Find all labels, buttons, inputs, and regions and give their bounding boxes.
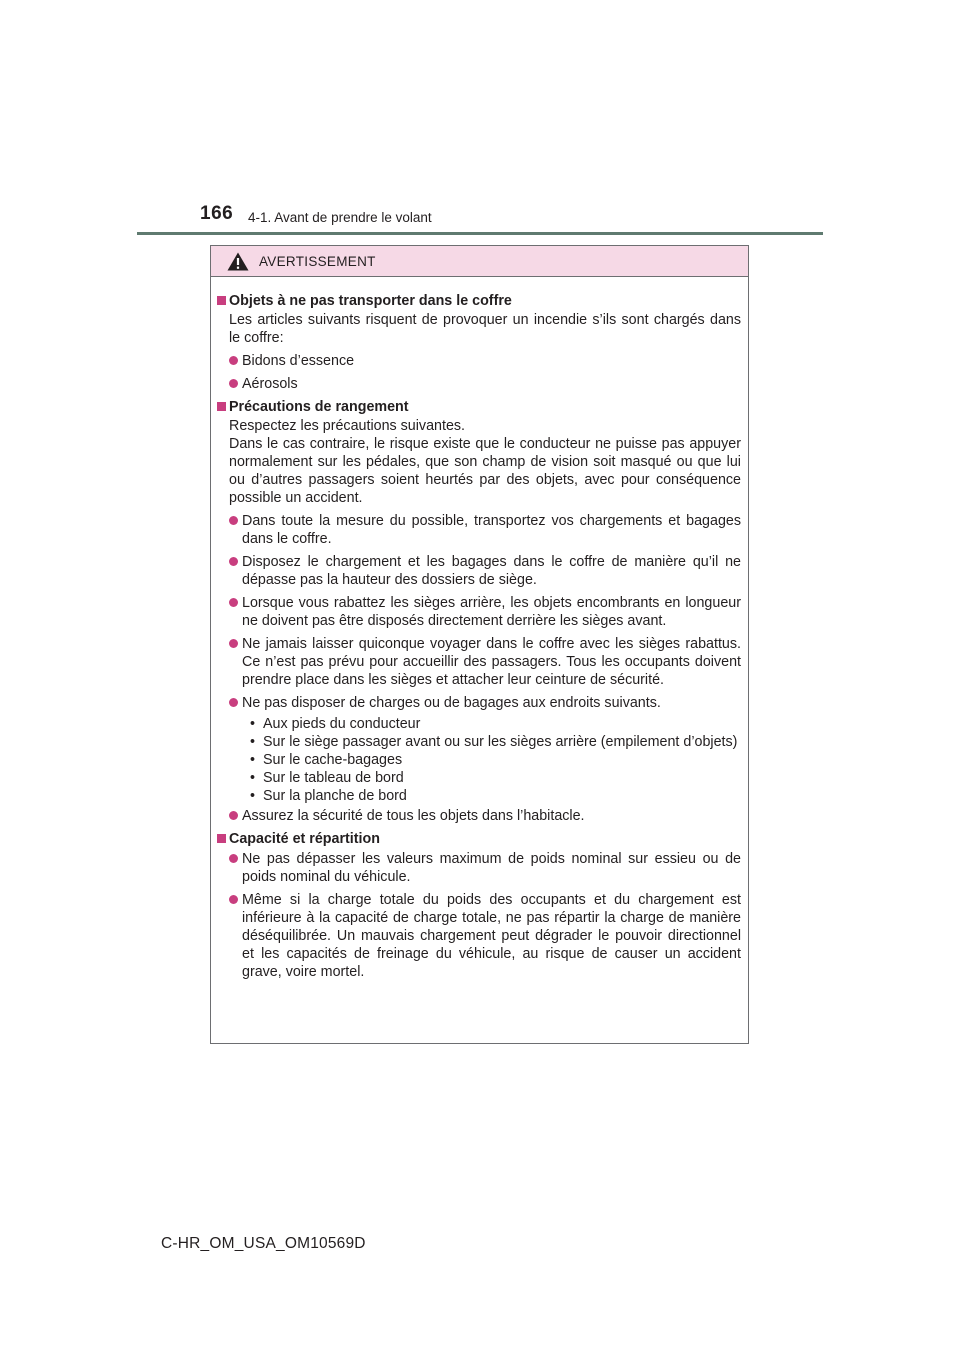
bullet-item bbox=[217, 694, 741, 712]
sub-list-text: Aux pieds du conducteur bbox=[263, 716, 421, 732]
bullet-item bbox=[217, 352, 741, 370]
section-heading-text: Capacité et répartition bbox=[229, 831, 380, 847]
document-code: C-HR_OM_USA_OM10569D bbox=[161, 1235, 366, 1252]
round-bullet-icon bbox=[229, 598, 238, 607]
bullet-text: Ne pas disposer de charges ou de bagages aux endroits suivants. bbox=[242, 695, 661, 711]
square-bullet-icon bbox=[217, 296, 226, 305]
sub-bullet-icon: • bbox=[250, 734, 256, 750]
bullet-text: Ne pas dépasser les valeurs maximum de poids nominal sur essieu ou de poids nominal du véhicule. bbox=[242, 851, 741, 885]
bullet-item bbox=[217, 635, 741, 689]
round-bullet-icon bbox=[229, 811, 238, 820]
warning-header bbox=[211, 246, 748, 277]
bullet-item bbox=[217, 807, 741, 825]
round-bullet-icon bbox=[229, 639, 238, 648]
bullet-text: Même si la charge totale du poids des occupants et du chargement est inférieure à la capacité de charge totale, ne pas répartir la charge de manière déséquilibrée. Un mauvais chargement peut dégrader le pouvoir directionnel et les capacités de freinage du véhicule, au risque de causer un accident grave, voire mortel. bbox=[242, 892, 741, 980]
section-heading bbox=[217, 830, 741, 848]
bullet-text: Bidons d’essence bbox=[242, 353, 355, 369]
paragraph: Respectez les précautions suivantes. bbox=[229, 418, 466, 434]
sub-bullet-icon: • bbox=[250, 770, 256, 786]
round-bullet-icon bbox=[229, 516, 238, 525]
round-bullet-icon bbox=[229, 356, 238, 365]
bullet-text: Dans toute la mesure du possible, transportez vos chargements et bagages dans le coffre. bbox=[242, 513, 741, 547]
section-heading-text: Précautions de rangement bbox=[229, 399, 409, 415]
bullet-item bbox=[217, 375, 741, 393]
round-bullet-icon bbox=[229, 557, 238, 566]
sub-bullet-icon: • bbox=[250, 752, 256, 768]
section-heading bbox=[217, 398, 741, 416]
round-bullet-icon bbox=[229, 379, 238, 388]
round-bullet-icon bbox=[229, 854, 238, 863]
sub-list-text: Sur le tableau de bord bbox=[263, 770, 404, 786]
bullet-item bbox=[217, 512, 741, 548]
bullet-item bbox=[217, 553, 741, 589]
sub-list-item bbox=[250, 769, 741, 787]
section-title: 4-1. Avant de prendre le volant bbox=[248, 210, 432, 225]
section-heading-text: Objets à ne pas transporter dans le coffre bbox=[229, 293, 512, 309]
paragraph: Les articles suivants risquent de provoquer un incendie s’ils sont chargés dans le coffre: bbox=[229, 312, 741, 346]
bullet-text: Aérosols bbox=[242, 376, 298, 392]
sub-bullet-icon: • bbox=[250, 716, 256, 732]
page-number: 166 bbox=[200, 203, 234, 224]
section-heading bbox=[217, 292, 741, 310]
sub-list-item bbox=[250, 715, 741, 733]
warning-title: AVERTISSEMENT bbox=[259, 253, 376, 269]
header-rule bbox=[137, 232, 823, 235]
round-bullet-icon bbox=[229, 698, 238, 707]
bullet-text: Ne jamais laisser quiconque voyager dans le coffre avec les sièges rabattus. Ce n’est pas prévu pour accueillir des passagers. Tous les occupants doivent prendre place dans les sièges et attacher leur ceinture de sécurité. bbox=[242, 636, 741, 688]
bullet-text: Lorsque vous rabattez les sièges arrière, les objets encombrants en longueur ne doivent pas être disposés directement derrière les sièges avant. bbox=[242, 595, 741, 629]
bullet-item bbox=[217, 594, 741, 630]
sub-list-item bbox=[250, 751, 741, 769]
paragraph: Dans le cas contraire, le risque existe que le conducteur ne puisse pas appuyer normalement sur les pédales, que son champ de vision soit masqué ou que lui ou d’autres passagers soient heurtés par des objets, avec pour conséquence possible un accident. bbox=[229, 436, 741, 506]
bullet-text: Assurez la sécurité de tous les objets dans l’habitacle. bbox=[242, 808, 585, 824]
bullet-item bbox=[217, 850, 741, 886]
square-bullet-icon bbox=[217, 402, 226, 411]
sub-list-text: Sur la planche de bord bbox=[263, 788, 407, 804]
sub-list-text: Sur le cache-bagages bbox=[263, 752, 403, 768]
square-bullet-icon bbox=[217, 834, 226, 843]
warning-triangle-icon bbox=[227, 252, 249, 271]
sub-bullet-icon: • bbox=[250, 788, 256, 804]
warning-box bbox=[210, 245, 749, 1044]
sub-list-item bbox=[250, 787, 741, 805]
sub-list-text: Sur le siège passager avant ou sur les sièges arrière (empilement d’objets) bbox=[263, 734, 738, 750]
sub-list-item bbox=[250, 733, 741, 751]
round-bullet-icon bbox=[229, 895, 238, 904]
bullet-item bbox=[217, 891, 741, 981]
sub-list bbox=[217, 715, 741, 805]
bullet-text: Disposez le chargement et les bagages dans le coffre de manière qu’il ne dépasse pas la hauteur des dossiers de siège. bbox=[242, 554, 741, 588]
warning-body bbox=[211, 277, 748, 981]
